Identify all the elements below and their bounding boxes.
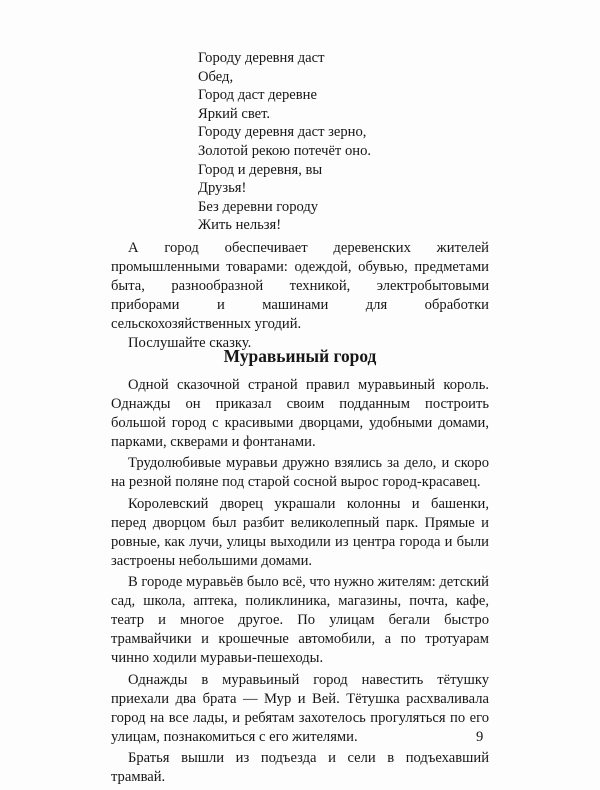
poem-line: Город даст деревне: [198, 87, 317, 104]
poem-line: Без деревни городу: [198, 198, 319, 215]
poem-line: Город и деревня, вы: [198, 161, 323, 178]
page-number: 9: [476, 729, 484, 745]
poem-line: Жить нельзя!: [198, 217, 282, 234]
paragraph: Братья вышли из подъезда и сели в подъехавший трамвай.: [111, 750, 489, 786]
intro-text: [111, 239, 489, 352]
poem-line: Обед,: [198, 68, 234, 85]
poem-line: Городу деревня даст зерно,: [198, 124, 367, 141]
poem-line: Друзья!: [198, 180, 247, 197]
story-text: [111, 376, 489, 790]
paragraph: Послушайте сказку.: [128, 334, 252, 351]
poem-line: Яркий свет.: [198, 105, 271, 122]
poem-line: Городу деревня даст: [198, 50, 325, 66]
paragraph: Однажды в муравьиный город навестить тётушку приехали два брата — Мур и Вей. Тётушка расхваливала город на все лады, и ребятам захотелось прогуляться по его улицам, познакомиться с его жителями.: [111, 671, 489, 745]
paragraph: А город обеспечивает деревенских жителей промышленными товарами: одеждой, обувью, предметами быта, разнообразной техникой, электробытовыми приборами и машинами для обработки сельскохозяйственных угодий.: [111, 240, 489, 332]
paragraph: Королевский дворец украшали колонны и башенки, перед дворцом был разбит великолепный парк. Прямые и ровные, как лучи, улицы выходили из центра города и были застроены небольшими домами.: [111, 496, 489, 569]
paragraph: Одной сказочной страной правил муравьиный король. Однажды он приказал своим подданным построить большой город с красивыми дворцами, удобными домами, парками, скверами и фонтанами.: [111, 377, 489, 450]
poem-line: Золотой рекою потечёт оно.: [198, 142, 372, 159]
poem: [198, 49, 371, 235]
paragraph: Трудолюбивые муравьи дружно взялись за дело, и скоро на резной поляне под старой сосной вырос город-красавец.: [111, 455, 489, 491]
story-title: Муравьиный город: [223, 346, 377, 366]
paragraph: В городе муравьёв было всё, что нужно жителям: детский сад, школа, аптека, поликлиника, магазины, почта, кафе, театр и многое другое. По улицам бегали быстро трамвайчики и крошечные автомобили, а по тротуарам чинно ходили муравьи-пешеходы.: [111, 574, 489, 667]
